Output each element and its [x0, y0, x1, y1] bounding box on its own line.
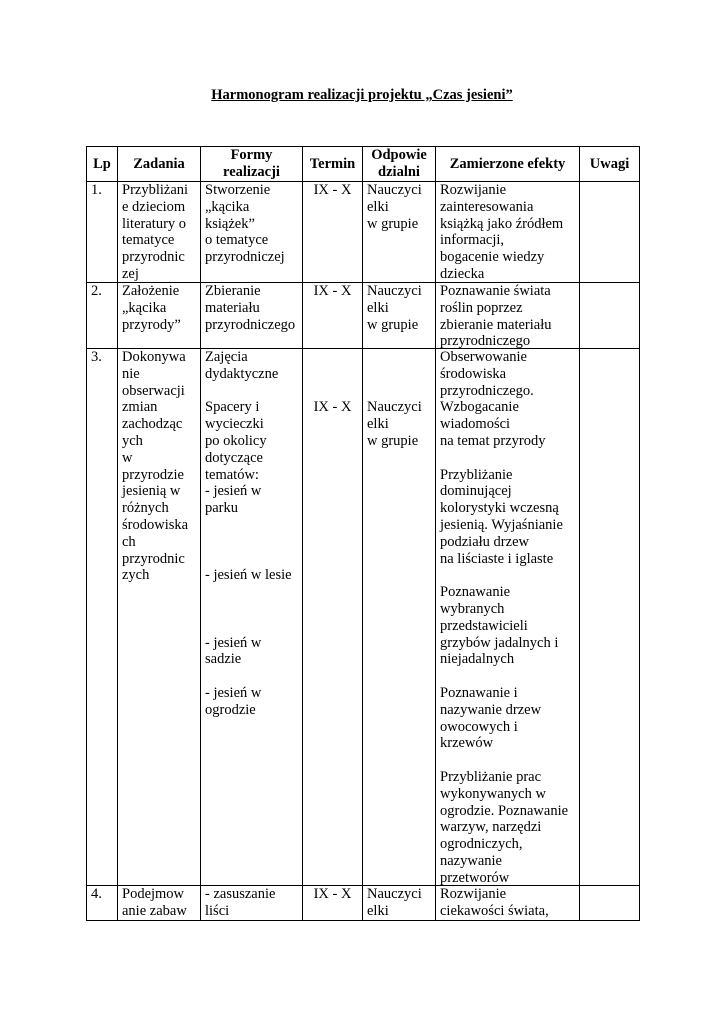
cell-termin: IX - X	[303, 283, 363, 349]
header-zadania: Zadania	[118, 147, 201, 182]
text-line: zbieranie materiału	[440, 316, 552, 333]
text-line: Poznawanie i	[440, 684, 518, 701]
text-line: - zasuszanie	[205, 886, 276, 902]
text-line: ciekawości świata,	[440, 902, 549, 919]
text-line: - jesień w	[205, 634, 262, 651]
text-line: Rozwijanie	[440, 182, 507, 198]
text-line: zainteresowania	[440, 198, 534, 215]
cell-termin	[303, 349, 363, 886]
header-efekty: Zamierzone efekty	[436, 147, 580, 182]
cell-efekty	[436, 349, 580, 886]
text-line: Stworzenie	[205, 182, 271, 198]
text-line: elki	[367, 902, 389, 919]
text-line: - jesień w	[205, 684, 262, 701]
text-line: po okolicy	[205, 432, 267, 449]
text-line: Nauczyci	[367, 182, 422, 198]
header-lp: Lp	[87, 147, 118, 182]
cell-lp: 1.	[87, 182, 118, 283]
spacer	[205, 668, 298, 685]
text-line: przyrody”	[122, 316, 181, 333]
text-line: anie zabaw	[122, 902, 187, 919]
text-line: wycieczki	[205, 416, 264, 433]
table-row	[87, 886, 640, 921]
cell-uwagi	[580, 283, 640, 349]
text-line: przyrodniczej	[205, 249, 285, 266]
cell-uwagi	[580, 886, 640, 921]
text-line: w grupie	[367, 215, 419, 232]
text-line: Obserwowanie	[440, 349, 527, 365]
text-line: podziału drzew	[440, 533, 529, 550]
header-odpowiedzialni-line: dzialni	[378, 164, 420, 180]
text-line: w	[122, 449, 133, 466]
text-line: „kącika	[122, 299, 167, 316]
cell-zadania	[118, 886, 201, 921]
text-line: na liściaste i iglaste	[440, 550, 554, 567]
text-line: dziecka	[440, 265, 485, 282]
text-line: tematów:	[205, 466, 259, 483]
cell-odpowiedzialni	[363, 283, 436, 349]
text-line: sadzie	[205, 651, 242, 668]
cell-lp: 2.	[87, 283, 118, 349]
text-line: zych	[122, 567, 150, 584]
cell-zadania	[118, 283, 201, 349]
text-line: owocowych i	[440, 718, 518, 735]
text-line: - jesień w lesie	[205, 567, 292, 584]
text-line: kolorystyki wczesną	[440, 500, 559, 517]
cell-termin: IX - X	[303, 182, 363, 283]
text-line: jesienią w	[122, 483, 181, 500]
cell-zadania	[118, 349, 201, 886]
text-line: bogacenie wiedzy	[440, 249, 545, 266]
text-line: zej	[122, 265, 139, 282]
text-line: Przybliżanie prac	[440, 768, 542, 785]
spacer	[205, 517, 298, 567]
text-line: w grupie	[367, 316, 419, 333]
text-line: Nauczyci	[367, 283, 422, 299]
spacer	[440, 567, 575, 584]
text-line: w grupie	[367, 432, 419, 449]
text-line: obserwacji	[122, 382, 185, 399]
text-line: warzyw, narzędzi	[440, 819, 542, 836]
text-line: wykonywanych w	[440, 785, 546, 802]
text-line: zachodząc	[122, 416, 183, 433]
cell-odpowiedzialni	[363, 182, 436, 283]
text-line: przedstawicieli	[440, 617, 528, 634]
page-title: Harmonogram realizacji projektu „Czas jesieni”	[211, 87, 513, 103]
cell-lp: 4.	[87, 886, 118, 921]
spacer	[205, 383, 298, 400]
text-line: Rozwijanie	[440, 886, 507, 902]
text-line: „kącika	[205, 198, 250, 215]
table-row	[87, 283, 640, 349]
text-line: przyrodzie	[122, 466, 184, 483]
cell-odpowiedzialni	[363, 886, 436, 921]
header-odpowiedzialni-line: Odpowie	[371, 147, 427, 163]
text-line: Zbieranie	[205, 283, 261, 299]
text-line: ogrodzie	[205, 701, 256, 718]
spacer	[367, 349, 431, 399]
text-line: wybranych	[440, 600, 505, 617]
text-line: jesienią. Wyjaśnianie	[440, 516, 563, 533]
header-formy-line: realizacji	[223, 164, 280, 180]
text-line: ych	[122, 432, 143, 449]
text-line: materiału	[205, 299, 260, 316]
table-row	[87, 349, 640, 886]
cell-formy	[201, 349, 303, 886]
text-line: przyrodniczego	[205, 316, 296, 333]
spacer	[440, 752, 575, 769]
spacer	[440, 450, 575, 467]
text-line: niejadalnych	[440, 651, 515, 668]
text-line: dotyczące	[205, 449, 263, 466]
text-line: przyrodniczego	[440, 333, 531, 349]
text-line: książek”	[205, 215, 255, 232]
text-line: - jesień w	[205, 483, 262, 500]
text-line: Wzbogacanie	[440, 399, 519, 416]
header-odpowiedzialni	[363, 147, 436, 182]
text-line: ogrodzie. Poznawanie	[440, 802, 569, 819]
text-line: środowiska	[122, 516, 189, 533]
cell-efekty	[436, 886, 580, 921]
text-line: nie	[122, 365, 140, 382]
text-line: Zajęcia	[205, 349, 248, 365]
header-formy	[201, 147, 303, 182]
text-line: tematyce	[122, 232, 175, 249]
text-line: przetworów	[440, 869, 510, 886]
text-line: liści	[205, 902, 230, 919]
text-line: przyrodniczego.	[440, 382, 534, 399]
text-line: elki	[367, 299, 389, 316]
cell-zadania	[118, 182, 201, 283]
text-line: nazywanie drzew	[440, 701, 542, 718]
text-line: Poznawanie świata	[440, 283, 551, 299]
text-line: przyrodnic	[122, 550, 185, 567]
cell-lp: 3.	[87, 349, 118, 886]
cell-odpowiedzialni	[363, 349, 436, 886]
cell-formy	[201, 886, 303, 921]
text-line: dominującej	[440, 483, 512, 500]
text-line: Założenie	[122, 283, 180, 299]
text-line: środowiska	[440, 365, 507, 382]
cell-formy	[201, 283, 303, 349]
cell-uwagi	[580, 349, 640, 886]
text-line: zmian	[122, 399, 158, 416]
spacer	[205, 584, 298, 634]
header-uwagi: Uwagi	[580, 147, 640, 182]
text-line: o tematyce	[205, 232, 269, 249]
spacer	[307, 349, 358, 399]
text-line: ogrodniczych,	[440, 836, 523, 853]
text-line: grzybów jadalnych i	[440, 634, 559, 651]
text-line: na temat przyrody	[440, 432, 546, 449]
header-formy-line: Formy	[230, 147, 273, 163]
text-line: Podejmow	[122, 886, 185, 902]
text-line: informacji,	[440, 232, 505, 249]
text-line: Nauczyci	[367, 886, 422, 902]
spacer	[440, 668, 575, 685]
text-line: przyrodnic	[122, 249, 185, 266]
text-line: ch	[122, 533, 136, 550]
text-line: elki	[367, 416, 389, 433]
cell-efekty	[436, 283, 580, 349]
text-line: Spacery i	[205, 399, 260, 416]
text-line: e dzieciom	[122, 198, 186, 215]
text-line: dydaktyczne	[205, 365, 279, 382]
text-line: Przybliżani	[122, 182, 189, 198]
text-line: literatury o	[122, 215, 187, 232]
cell-termin: IX - X	[303, 886, 363, 921]
text-line: parku	[205, 500, 239, 517]
text-line: Dokonywa	[122, 349, 186, 365]
header-row	[87, 147, 640, 182]
text-line: IX - X	[313, 399, 352, 416]
schedule-table	[86, 146, 640, 921]
cell-uwagi	[580, 182, 640, 283]
text-line: roślin poprzez	[440, 299, 523, 316]
text-line: książką jako źródłem	[440, 215, 564, 232]
text-line: elki	[367, 198, 389, 215]
text-line: wiadomości	[440, 416, 511, 433]
table-row	[87, 182, 640, 283]
text-line: nazywanie	[440, 852, 502, 869]
cell-efekty	[436, 182, 580, 283]
text-line: krzewów	[440, 735, 494, 752]
text-line: różnych	[122, 500, 169, 517]
text-line: Poznawanie	[440, 584, 511, 601]
text-line: Przybliżanie	[440, 466, 513, 483]
header-termin: Termin	[303, 147, 363, 182]
cell-formy	[201, 182, 303, 283]
text-line: Nauczyci	[367, 399, 422, 416]
